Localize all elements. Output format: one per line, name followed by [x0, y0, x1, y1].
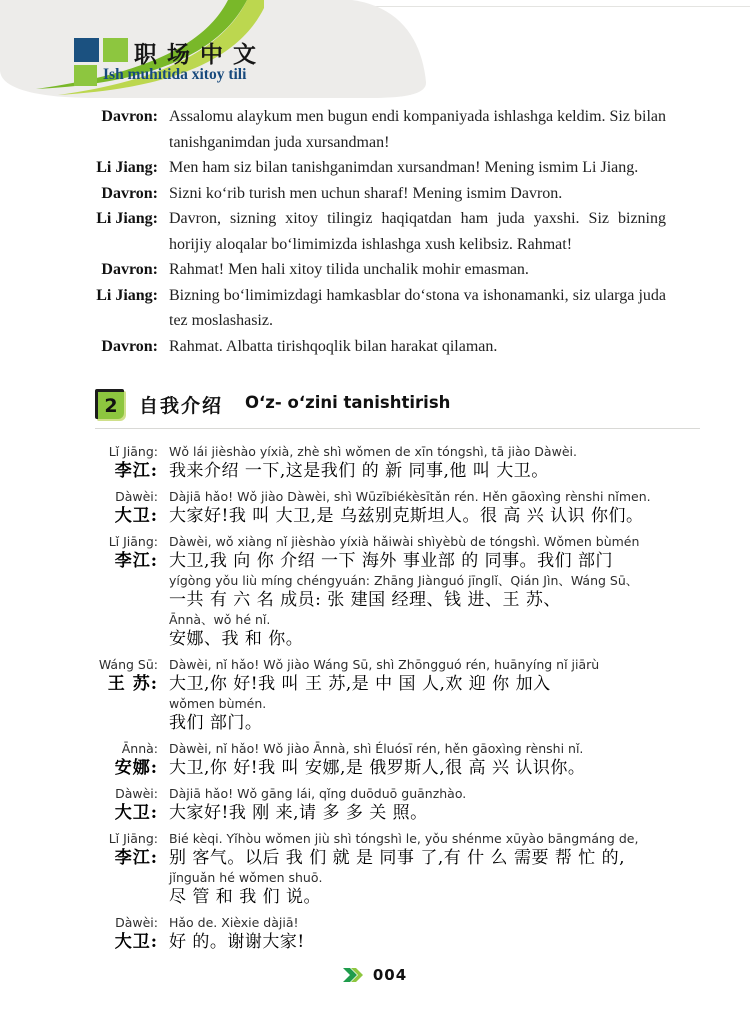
speaker-pinyin: Lǐ Jiāng:: [108, 831, 158, 846]
speaker-pinyin: Lǐ Jiāng:: [108, 444, 158, 459]
book-logo: [74, 36, 494, 88]
speaker-label: Davron:: [101, 261, 158, 278]
dialogue-turn: [52, 104, 666, 155]
speaker-spacer: [52, 712, 158, 735]
dialogue-text: Bizning boʻlimimizdagi hamkasblar doʻstona va ishonamanki, siz ularga juda tez moslashasiz.: [169, 286, 666, 329]
speaker-hanzi: 安娜:: [114, 758, 158, 778]
line-pinyin: Bié kèqi. Yǐhòu wǒmen jiù shì tóngshì le, yǒu shénme xūyào bāngmáng de,: [169, 831, 639, 846]
line-pinyin: jǐnguǎn hé wǒmen shuō.: [169, 870, 323, 885]
dialogue-text: Sizni koʻrib turish men uchun sharaf! Mening ismim Davron.: [169, 184, 563, 202]
line-hanzi: 大家好!我 刚 来,请 多 多 关 照。: [169, 803, 428, 823]
uzbek-dialogue: [52, 104, 666, 359]
speaker-spacer: [52, 573, 158, 589]
logo-green-square-bottom: [74, 65, 97, 86]
dialogue-turn: [52, 283, 666, 334]
speaker-label: Davron:: [101, 108, 158, 125]
speaker-hanzi: 李江:: [114, 461, 158, 481]
dialogue-text: Davron, sizning xitoy tilingiz haqiqatdan ham juda yaxshi. Siz bizning horijiy aloqalar boʻlimimizda ishlashga xush kelibsiz. Rahmat!: [169, 210, 666, 253]
line-pinyin: wǒmen bùmén.: [169, 696, 267, 711]
speaker-hanzi: 王 苏:: [107, 674, 158, 694]
speaker-pinyin: Lǐ Jiāng:: [108, 534, 158, 549]
dialogue-turn: [52, 489, 668, 528]
speaker-pinyin: Dàwèi:: [115, 786, 158, 801]
speaker-pinyin: Ānnà:: [121, 741, 158, 756]
line-hanzi: 大卫,你 好!我 叫 王 苏,是 中 国 人,欢 迎 你 加入: [169, 674, 551, 694]
book-title-chinese: 职场中文: [134, 41, 266, 68]
speaker-hanzi: 大卫:: [114, 506, 158, 526]
speaker-spacer: [52, 628, 158, 651]
page-footer: [0, 966, 750, 984]
dialogue-turn: [52, 155, 666, 181]
section-header: [95, 388, 700, 429]
chinese-dialogue: [52, 444, 668, 960]
speaker-spacer: [52, 612, 158, 628]
dialogue-turn: [52, 181, 666, 207]
speaker-label: Davron:: [101, 337, 158, 355]
logo-blue-square: [74, 38, 99, 62]
speaker-label: Davron:: [101, 184, 158, 202]
dialogue-turn: [52, 831, 668, 909]
dialogue-turn: [52, 334, 666, 360]
line-hanzi: 大卫,我 向 你 介绍 一下 海外 事业部 的 同事。我们 部门: [169, 551, 614, 571]
section-title-chinese: 自我介绍: [139, 395, 224, 417]
speaker-hanzi: 大卫:: [114, 932, 158, 952]
speaker-pinyin: Dàwèi:: [115, 915, 158, 930]
line-pinyin: Ānnà、wǒ hé nǐ.: [169, 612, 271, 627]
speaker-pinyin: Wáng Sū:: [98, 657, 158, 672]
logo-green-square-top: [103, 38, 128, 62]
speaker-spacer: [52, 870, 158, 886]
dialogue-turn: [52, 444, 668, 483]
speaker-pinyin: Dàwèi:: [115, 489, 158, 504]
line-hanzi: 安娜、我 和 你。: [169, 629, 304, 649]
line-pinyin: Dàjiā hǎo! Wǒ jiào Dàwèi, shì Wūzībiékèsītǎn rén. Hěn gāoxìng rènshi nǐmen.: [169, 489, 651, 504]
dialogue-turn: [52, 257, 666, 283]
line-hanzi: 尽 管 和 我 们 说。: [169, 887, 322, 907]
line-pinyin: Hǎo de. Xièxie dàjiā!: [169, 915, 299, 930]
speaker-spacer: [52, 696, 158, 712]
speaker-spacer: [52, 589, 158, 612]
dialogue-turn: [52, 915, 668, 954]
speaker-hanzi: 大卫:: [114, 803, 158, 823]
speaker-label: Li Jiang:: [96, 159, 158, 176]
double-chevron-icon: [343, 968, 366, 982]
book-title-uzbek: Ish muhitida xitoy tili: [103, 66, 247, 83]
dialogue-turn: [52, 741, 668, 780]
line-hanzi: 我们 部门。: [169, 713, 263, 733]
dialogue-turn: [52, 534, 668, 651]
page-number: 004: [372, 966, 408, 984]
line-pinyin: Wǒ lái jièshào yíxià, zhè shì wǒmen de xīn tóngshì, tā jiào Dàwèi.: [169, 444, 577, 459]
dialogue-text: Assalomu alaykum men bugun endi kompaniyada ishlashga keldim. Siz bilan tanishganimdan juda xursandman!: [169, 108, 666, 151]
line-hanzi: 我来介绍 一下,这是我们 的 新 同事,他 叫 大卫。: [169, 461, 549, 481]
speaker-hanzi: 李江:: [114, 551, 158, 571]
speaker-hanzi: 李江:: [114, 848, 158, 868]
line-pinyin: yígòng yǒu liù míng chéngyuán: Zhāng Jiànguó jīnglǐ、Qián Jìn、Wáng Sū、: [169, 573, 639, 588]
dialogue-text: Rahmat. Albatta tirishqoqlik bilan harakat qilaman.: [169, 337, 498, 355]
dialogue-text: Rahmat! Men hali xitoy tilida unchalik mohir emasman.: [169, 261, 529, 278]
speaker-label: Li Jiang:: [96, 286, 158, 304]
dialogue-turn: [52, 786, 668, 825]
line-hanzi: 好 的。谢谢大家!: [169, 932, 305, 952]
line-hanzi: 一共 有 六 名 成员: 张 建国 经理、钱 进、王 苏、: [169, 590, 561, 610]
section-number-badge: 2: [95, 389, 124, 419]
line-pinyin: Dàwèi, wǒ xiàng nǐ jièshào yíxià hǎiwài shìyèbù de tóngshì. Wǒmen bùmén: [169, 534, 640, 549]
line-hanzi: 大卫,你 好!我 叫 安娜,是 俄罗斯人,很 高 兴 认识你。: [169, 758, 586, 778]
speaker-label: Li Jiang:: [96, 210, 158, 227]
line-pinyin: Dàjiā hǎo! Wǒ gāng lái, qǐng duōduō guānzhào.: [169, 786, 467, 801]
dialogue-turn: [52, 657, 668, 735]
speaker-spacer: [52, 886, 158, 909]
line-pinyin: Dàwèi, nǐ hǎo! Wǒ jiào Wáng Sū, shì Zhōngguó rén, huānyíng nǐ jiārù: [169, 657, 600, 672]
line-pinyin: Dàwèi, nǐ hǎo! Wǒ jiào Ānnà, shì Éluósī rén, hěn gāoxìng rènshi nǐ.: [169, 741, 584, 756]
dialogue-turn: [52, 206, 666, 257]
line-hanzi: 别 客气。以后 我 们 就 是 同事 了,有 什 么 需要 帮 忙 的,: [169, 848, 626, 868]
section-title-uzbek: Oʻz- oʻzini tanishtirish: [245, 393, 451, 412]
line-hanzi: 大家好!我 叫 大卫,是 乌兹别克斯坦人。很 高 兴 认识 你们。: [169, 506, 644, 526]
dialogue-text: Men ham siz bilan tanishganimdan xursandman! Mening ismim Li Jiang.: [169, 159, 639, 176]
